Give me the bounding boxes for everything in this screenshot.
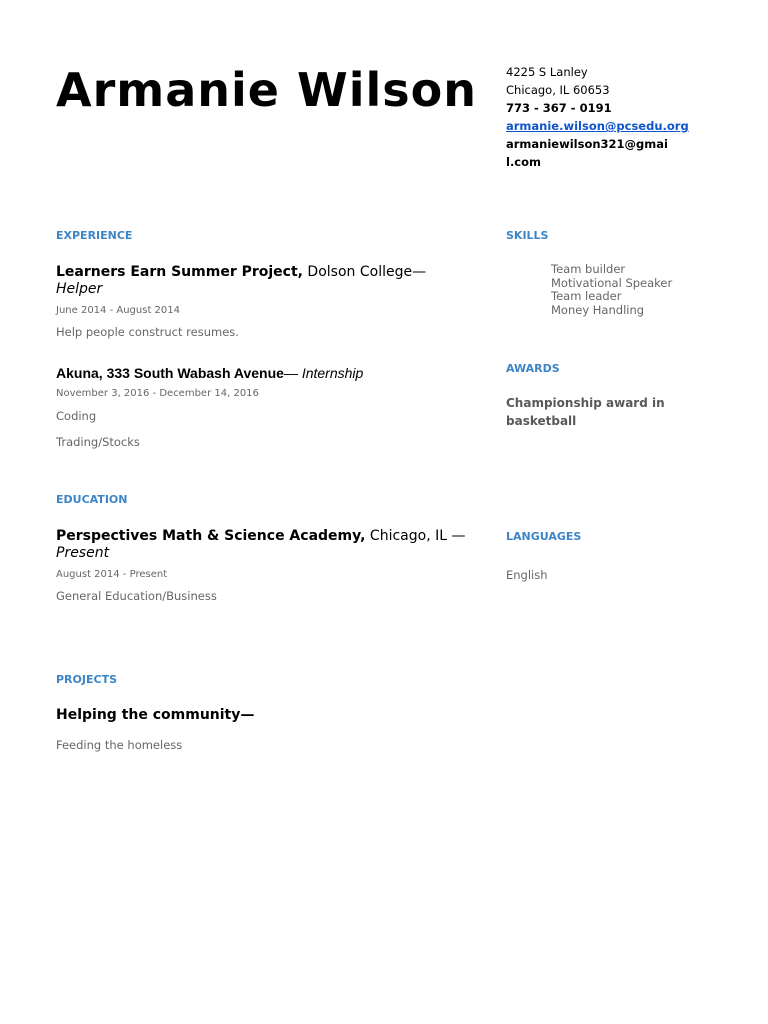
skill-item: Team leader	[551, 289, 622, 303]
experience-heading: EXPERIENCE	[56, 229, 133, 242]
education-title	[56, 528, 476, 562]
skill-item: Motivational Speaker	[551, 275, 673, 290]
education-dates: August 2014 - Present	[56, 569, 168, 580]
award-item: Championship award in basketball	[506, 396, 665, 428]
job-title-2	[56, 365, 476, 383]
projects-heading: PROJECTS	[56, 673, 117, 686]
job-detail: Coding	[56, 409, 97, 423]
job-role: Helper	[56, 281, 103, 297]
school-status: Present	[56, 545, 110, 561]
language-item: English	[506, 568, 548, 582]
contact-block	[506, 63, 689, 171]
skill-item: Team builder	[551, 262, 626, 276]
job-dates-2: November 3, 2016 - December 14, 2016	[56, 388, 259, 399]
project-title: Helping the community—	[56, 707, 255, 723]
school-dash: —	[447, 528, 466, 544]
job-place: Dolson College	[302, 264, 413, 280]
resume-name: Armanie Wilson	[56, 63, 477, 117]
contact-city: Chicago, IL 60653	[506, 83, 610, 97]
job-detail: Help people construct resumes.	[56, 325, 239, 339]
awards-heading: AWARDS	[506, 362, 560, 375]
project-detail: Feeding the homeless	[56, 738, 183, 752]
job-title-1	[56, 264, 476, 298]
education-detail: General Education/Business	[56, 589, 217, 603]
education-heading: EDUCATION	[56, 493, 128, 506]
job-dates-1: June 2014 - August 2014	[56, 305, 180, 316]
job-role: Internship	[301, 365, 364, 381]
contact-email-link[interactable]: armanie.wilson@pcsedu.org	[506, 119, 689, 133]
job-detail: Trading/Stocks	[56, 435, 140, 449]
skills-list	[551, 263, 672, 317]
school-name: Perspectives Math & Science Academy,	[56, 528, 366, 544]
job-org: Akuna, 333 South Wabash Avenue	[56, 365, 284, 381]
job-dash: —	[412, 264, 427, 280]
languages-heading: LANGUAGES	[506, 530, 582, 543]
job-org: Learners Earn Summer Project,	[56, 264, 303, 280]
school-place: Chicago, IL	[365, 528, 448, 544]
skills-heading: SKILLS	[506, 229, 549, 242]
job-dash: —	[283, 365, 302, 381]
contact-phone: 773 - 367 - 0191	[506, 101, 612, 115]
contact-email-personal: armaniewilson321@gmail.com	[506, 137, 668, 169]
contact-street: 4225 S Lanley	[506, 65, 588, 79]
skill-item: Money Handling	[551, 302, 645, 317]
